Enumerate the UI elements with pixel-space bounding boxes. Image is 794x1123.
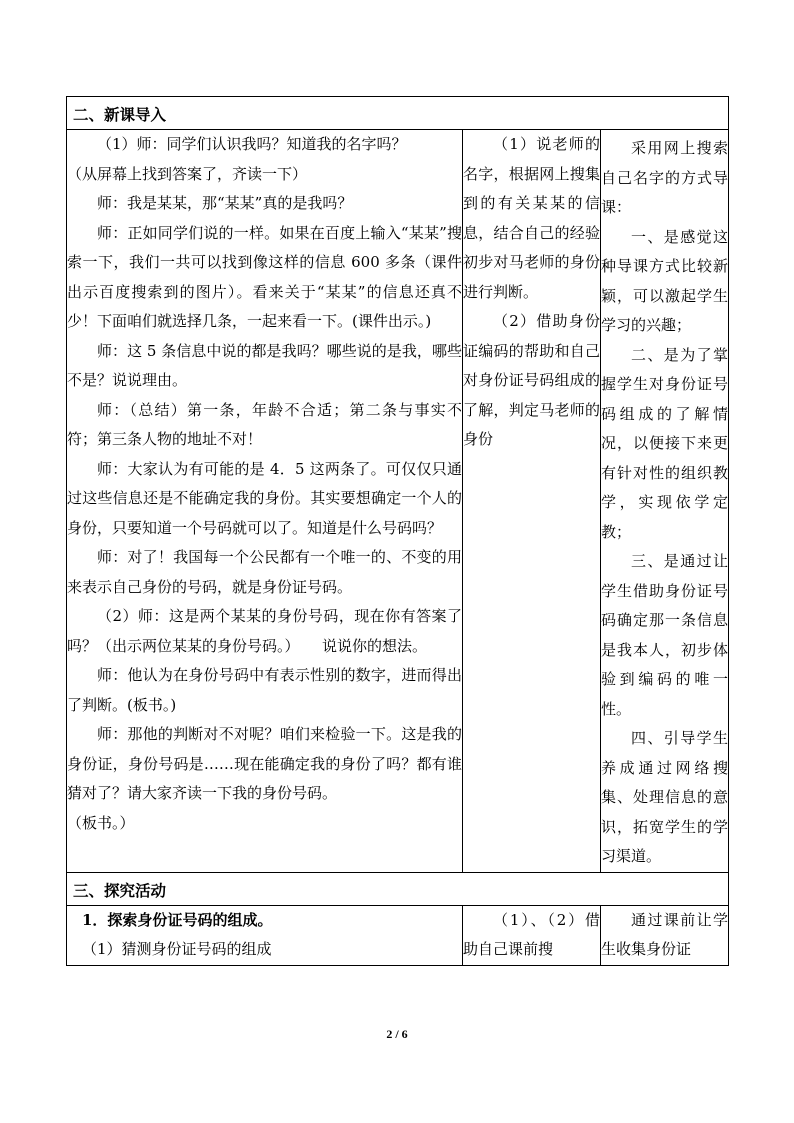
student-activity-cell <box>463 905 601 965</box>
design-paragraph: 通过课前让学生收集身份证 <box>601 910 729 958</box>
script-paragraph: 1．探索身份证号码的组成。 <box>82 910 273 929</box>
page-number: 2 / 6 <box>386 1027 408 1041</box>
design-paragraph: 四、引导学生养成通过网络搜集、处理信息的意识，拓宽学生的学习渠道。 <box>601 729 729 865</box>
script-paragraph: （1）猜测身份证号码的组成 <box>82 940 272 958</box>
design-paragraph: 采用网上搜索自己名字的方式导课： <box>601 139 729 216</box>
section-header-new-lesson <box>67 97 729 130</box>
script-paragraph: 师：那他的判断对不对呢？咱们来检验一下。这是我的身份证，身份号码是……现在能确定我的身份了吗？都有谁猜对了？请大家齐读一下我的身份号码。 <box>67 725 462 802</box>
script-paragraph: （从屏幕上找到答案了，齐读一下） <box>67 164 308 183</box>
script-paragraph: （板书。） <box>67 813 135 832</box>
design-paragraph: 二、是为了掌握学生对身份证号码组成的了解情况，以便接下来更有针对性的组织教学，实现依学定教； <box>601 345 729 541</box>
design-intent-cell <box>601 130 729 873</box>
teacher-script-cell <box>67 130 463 873</box>
activity-paragraph: （1）说老师的名字，根据网上搜集到的有关某某的信息，结合自己的经验初步对马老师的身份进行判断。 <box>463 135 600 301</box>
script-paragraph: 师：对了！我国每一个公民都有一个唯一的、不变的用来表示自己身份的号码，就是身份证号码。 <box>67 548 462 596</box>
script-paragraph: 师：（总结）第一条，年龄不合适；第二条与事实不符；第三条人物的地址不对！ <box>67 400 462 448</box>
script-paragraph: 师：大家认为有可能的是 4．5 这两条了。可仅仅只通过这些信息还是不能确定我的身份。其实要想确定一个人的身份，只要知道一个号码就可以了。知道是什么号码吗？ <box>67 459 462 537</box>
script-paragraph: 师：他认为在身份号码中有表示性别的数字，进而得出了判断。(板书。) <box>67 666 462 714</box>
script-paragraph: （2）师：这是两个某某的身份号码，现在你有答案了吗？（出示两位某某的身份号码。） 说说你的想法。 <box>67 607 462 655</box>
section-header-explore <box>67 872 729 905</box>
section-title: 三、探究活动 <box>67 872 729 905</box>
script-paragraph: 师：正如同学们说的一样。如果在百度上输入“某某”搜索一下，我们一共可以找到像这样的信息 600 多条（课件出示百度搜索到的图片）。看来关于“某某”的信息还真不少！下面咱们就选择几条，一起来看一下。(课件出示。) <box>67 223 462 330</box>
script-paragraph: （1）师：同学们认识我吗？知道我的名字吗？ <box>97 135 407 153</box>
script-paragraph: 师：这 5 条信息中说的都是我吗？哪些说的是我，哪些不是？说说理由。 <box>67 341 462 389</box>
lesson-plan-table <box>66 96 729 966</box>
script-paragraph: 师：我是某某，那“某某”真的是我吗？ <box>97 194 353 212</box>
activity-paragraph: （1）、（2）借助自己课前搜 <box>463 910 600 958</box>
design-intent-cell <box>601 905 729 965</box>
section-body-new-lesson <box>67 130 729 873</box>
design-paragraph: 三、是通过让学生借助身份证号码确定那一条信息是我本人，初步体验到编码的唯一性。 <box>601 552 729 718</box>
student-activity-cell <box>463 130 601 873</box>
design-paragraph: 一、是感觉这种导课方式比较新颖，可以激起学生学习的兴趣； <box>601 227 729 334</box>
section-body-explore <box>67 905 729 965</box>
section-title: 二、新课导入 <box>67 97 729 130</box>
activity-paragraph: （2）借助身份证编码的帮助和自己对身份证号码组成的了解，判定马老师的身份 <box>463 312 600 448</box>
teacher-script-cell <box>67 905 463 965</box>
